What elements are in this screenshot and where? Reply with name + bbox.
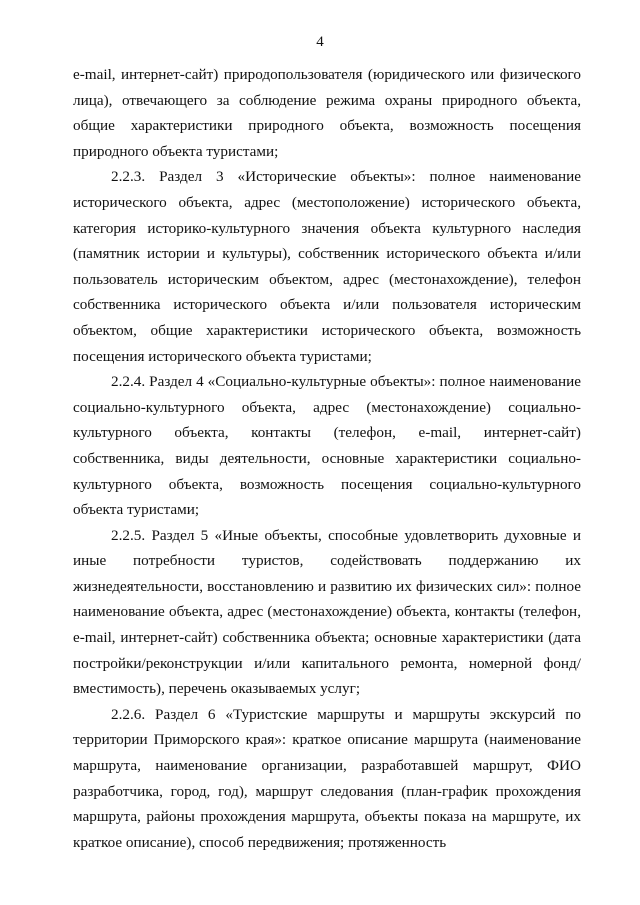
paragraph-section-3-historical-objects: 2.2.3. Раздел 3 «Исторические объекты»: полное наименование исторического объекта, адрес (местоположение) исторического объекта, категория историко-культурного значения объекта культурного наследия (памятник истории и культуры), собственник исторического объекта и/или пользователь историческим объектом, адрес (местонахождение), телефон собственника исторического объекта и/или пользователя историческим объектом, общие характеристики исторического объекта, возможность посещения исторического объекта туристами;	[73, 168, 581, 365]
paragraph-section-6-tourist-routes: 2.2.6. Раздел 6 «Туристские маршруты и маршруты экскурсий по территории Приморского края»: краткое описание маршрута (наименование маршрута, наименование организации, разработавшей маршрут, ФИО разработчика, город, год), маршрут следования (план-график прохождения маршрута, районы прохождения маршрута, объекты показа на маршруте, их краткое описание), способ передвижения; протяженность	[73, 705, 581, 851]
paragraph-section-4-socio-cultural-objects: 2.2.4. Раздел 4 «Социально-культурные объекты»: полное наименование социально-культурного объекта, адрес (местонахождение) социально-культурного объекта, контакты (телефон, e-mail, интернет-сайт) собственника, виды деятельности, основные характеристики социально-культурного объекта, возможность посещения социально-культурного объекта туристами;	[73, 373, 581, 519]
document-body	[73, 62, 581, 855]
paragraph-section-5-other-objects: 2.2.5. Раздел 5 «Иные объекты, способные удовлетворить духовные и иные потребности туристов, содействовать поддержанию их жизнедеятельности, восстановлению и развитию их физических сил»: полное наименование объекта, адрес (местонахождение) объекта, контакты (телефон, e-mail, интернет-сайт) собственника объекта; основные характеристики (дата постройки/реконструкции и/или капитального ремонта, номерной фонд/вместимость), перечень оказываемых услуг;	[73, 526, 581, 698]
page-number: 4	[316, 34, 324, 50]
paragraph-continuation: e-mail, интернет-сайт) природопользователя (юридического или физического лица), отвечающего за соблюдение режима охраны природного объекта, общие характеристики природного объекта, возможность посещения природного объекта туристами;	[73, 66, 581, 160]
